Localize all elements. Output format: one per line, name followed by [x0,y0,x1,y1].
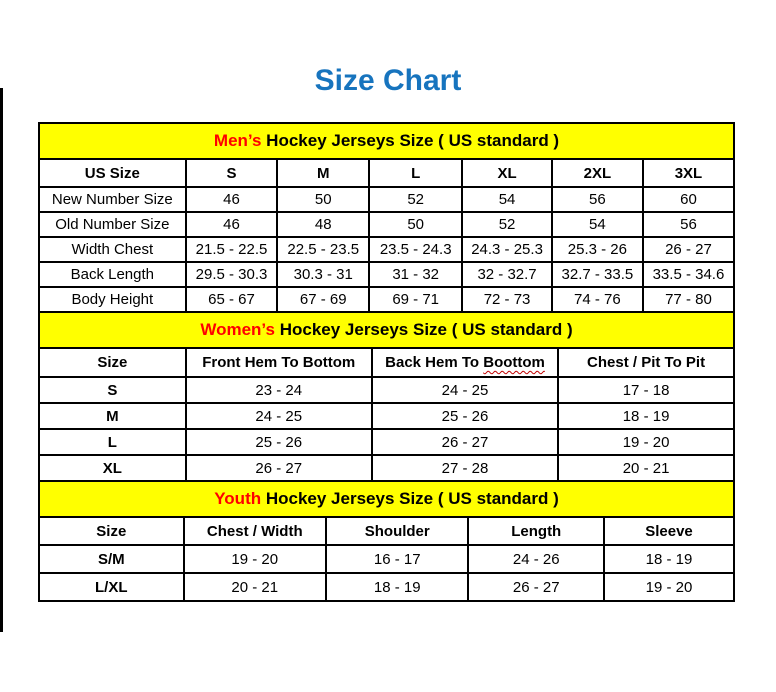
table-row [39,429,734,455]
mens-size-table [38,122,735,313]
table-cell: 25 - 26 [186,429,372,455]
banner-highlight: Men’s [213,131,262,150]
table-cell: 48 [277,212,369,237]
table-cell: 18 - 19 [326,573,468,601]
table-cell: 33.5 - 34.6 [643,262,734,287]
column-header: 3XL [643,159,734,187]
table-cell: 17 - 18 [558,377,734,403]
banner-text: Hockey Jerseys Size ( US standard ) [261,489,559,508]
womens-size-table [38,311,735,482]
banner-highlight: Women’s [200,320,275,339]
mens-header-row [39,159,734,187]
banner-highlight: Youth [214,489,262,508]
youth-banner-row [39,481,734,517]
table-cell: 31 - 32 [369,262,462,287]
table-cell: 18 - 19 [558,403,734,429]
table-cell: 30.3 - 31 [277,262,369,287]
table-cell: 56 [643,212,734,237]
table-cell: 56 [552,187,643,212]
tables-container [38,122,735,602]
youth-header-row [39,517,734,545]
mens-banner-row [39,123,734,159]
row-label: Body Height [39,287,186,312]
womens-banner-row [39,312,734,348]
table-cell: 52 [462,212,552,237]
table-cell: 54 [462,187,552,212]
column-header: L [369,159,462,187]
table-cell: 20 - 21 [184,573,326,601]
row-label: Old Number Size [39,212,186,237]
row-label: M [39,403,186,429]
table-cell: 46 [186,212,278,237]
table-row [39,237,734,262]
table-row [39,212,734,237]
table-cell: 26 - 27 [186,455,372,481]
column-header: Front Hem To Bottom [186,348,372,377]
table-cell: 25 - 26 [372,403,558,429]
table-cell: 26 - 27 [372,429,558,455]
youth-size-table [38,480,735,602]
table-cell: 20 - 21 [558,455,734,481]
table-cell: 52 [369,187,462,212]
table-banner [39,123,734,159]
table-row [39,377,734,403]
column-header: Shoulder [326,517,468,545]
column-header: US Size [39,159,186,187]
womens-header-row [39,348,734,377]
table-cell: 16 - 17 [326,545,468,573]
table-cell: 26 - 27 [643,237,734,262]
table-row [39,187,734,212]
left-edge-line [0,88,3,632]
table-cell: 50 [277,187,369,212]
table-cell: 24 - 26 [468,545,604,573]
row-label: L/XL [39,573,184,601]
row-label: S/M [39,545,184,573]
table-cell: 23 - 24 [186,377,372,403]
table-row [39,287,734,312]
column-header: M [277,159,369,187]
table-cell: 67 - 69 [277,287,369,312]
table-row [39,403,734,429]
table-row [39,573,734,601]
misspelled-word: Boottom [483,354,545,371]
banner-text: Hockey Jerseys Size ( US standard ) [261,131,560,150]
column-header: XL [462,159,552,187]
table-cell: 19 - 20 [184,545,326,573]
table-cell: 29.5 - 30.3 [186,262,278,287]
table-cell: 72 - 73 [462,287,552,312]
column-header: 2XL [552,159,643,187]
table-cell: 54 [552,212,643,237]
table-cell: 23.5 - 24.3 [369,237,462,262]
table-cell: 65 - 67 [186,287,278,312]
table-cell: 19 - 20 [604,573,734,601]
column-header: Chest / Width [184,517,326,545]
table-cell: 46 [186,187,278,212]
column-header: Size [39,348,186,377]
table-cell: 19 - 20 [558,429,734,455]
row-label: XL [39,455,186,481]
table-cell: 18 - 19 [604,545,734,573]
table-row [39,455,734,481]
column-header: Length [468,517,604,545]
column-header: S [186,159,278,187]
row-label: Width Chest [39,237,186,262]
row-label: S [39,377,186,403]
row-label: Back Length [39,262,186,287]
row-label: L [39,429,186,455]
column-header: Sleeve [604,517,734,545]
banner-text: Hockey Jerseys Size ( US standard ) [274,320,573,339]
table-cell: 74 - 76 [552,287,643,312]
table-banner [39,481,734,517]
table-row [39,262,734,287]
table-cell: 77 - 80 [643,287,734,312]
table-cell: 32 - 32.7 [462,262,552,287]
table-cell: 21.5 - 22.5 [186,237,278,262]
table-cell: 26 - 27 [468,573,604,601]
table-cell: 25.3 - 26 [552,237,643,262]
table-cell: 69 - 71 [369,287,462,312]
table-cell: 22.5 - 23.5 [277,237,369,262]
column-header: Size [39,517,184,545]
page-title: Size Chart [314,64,462,97]
table-cell: 60 [643,187,734,212]
row-label: New Number Size [39,187,186,212]
table-cell: 32.7 - 33.5 [552,262,643,287]
table-row [39,545,734,573]
column-header: Back Hem To Boottom [372,348,558,377]
column-header: Chest / Pit To Pit [558,348,734,377]
table-cell: 24.3 - 25.3 [462,237,552,262]
table-banner [39,312,734,348]
table-cell: 27 - 28 [372,455,558,481]
table-cell: 50 [369,212,462,237]
table-cell: 24 - 25 [186,403,372,429]
table-cell: 24 - 25 [372,377,558,403]
